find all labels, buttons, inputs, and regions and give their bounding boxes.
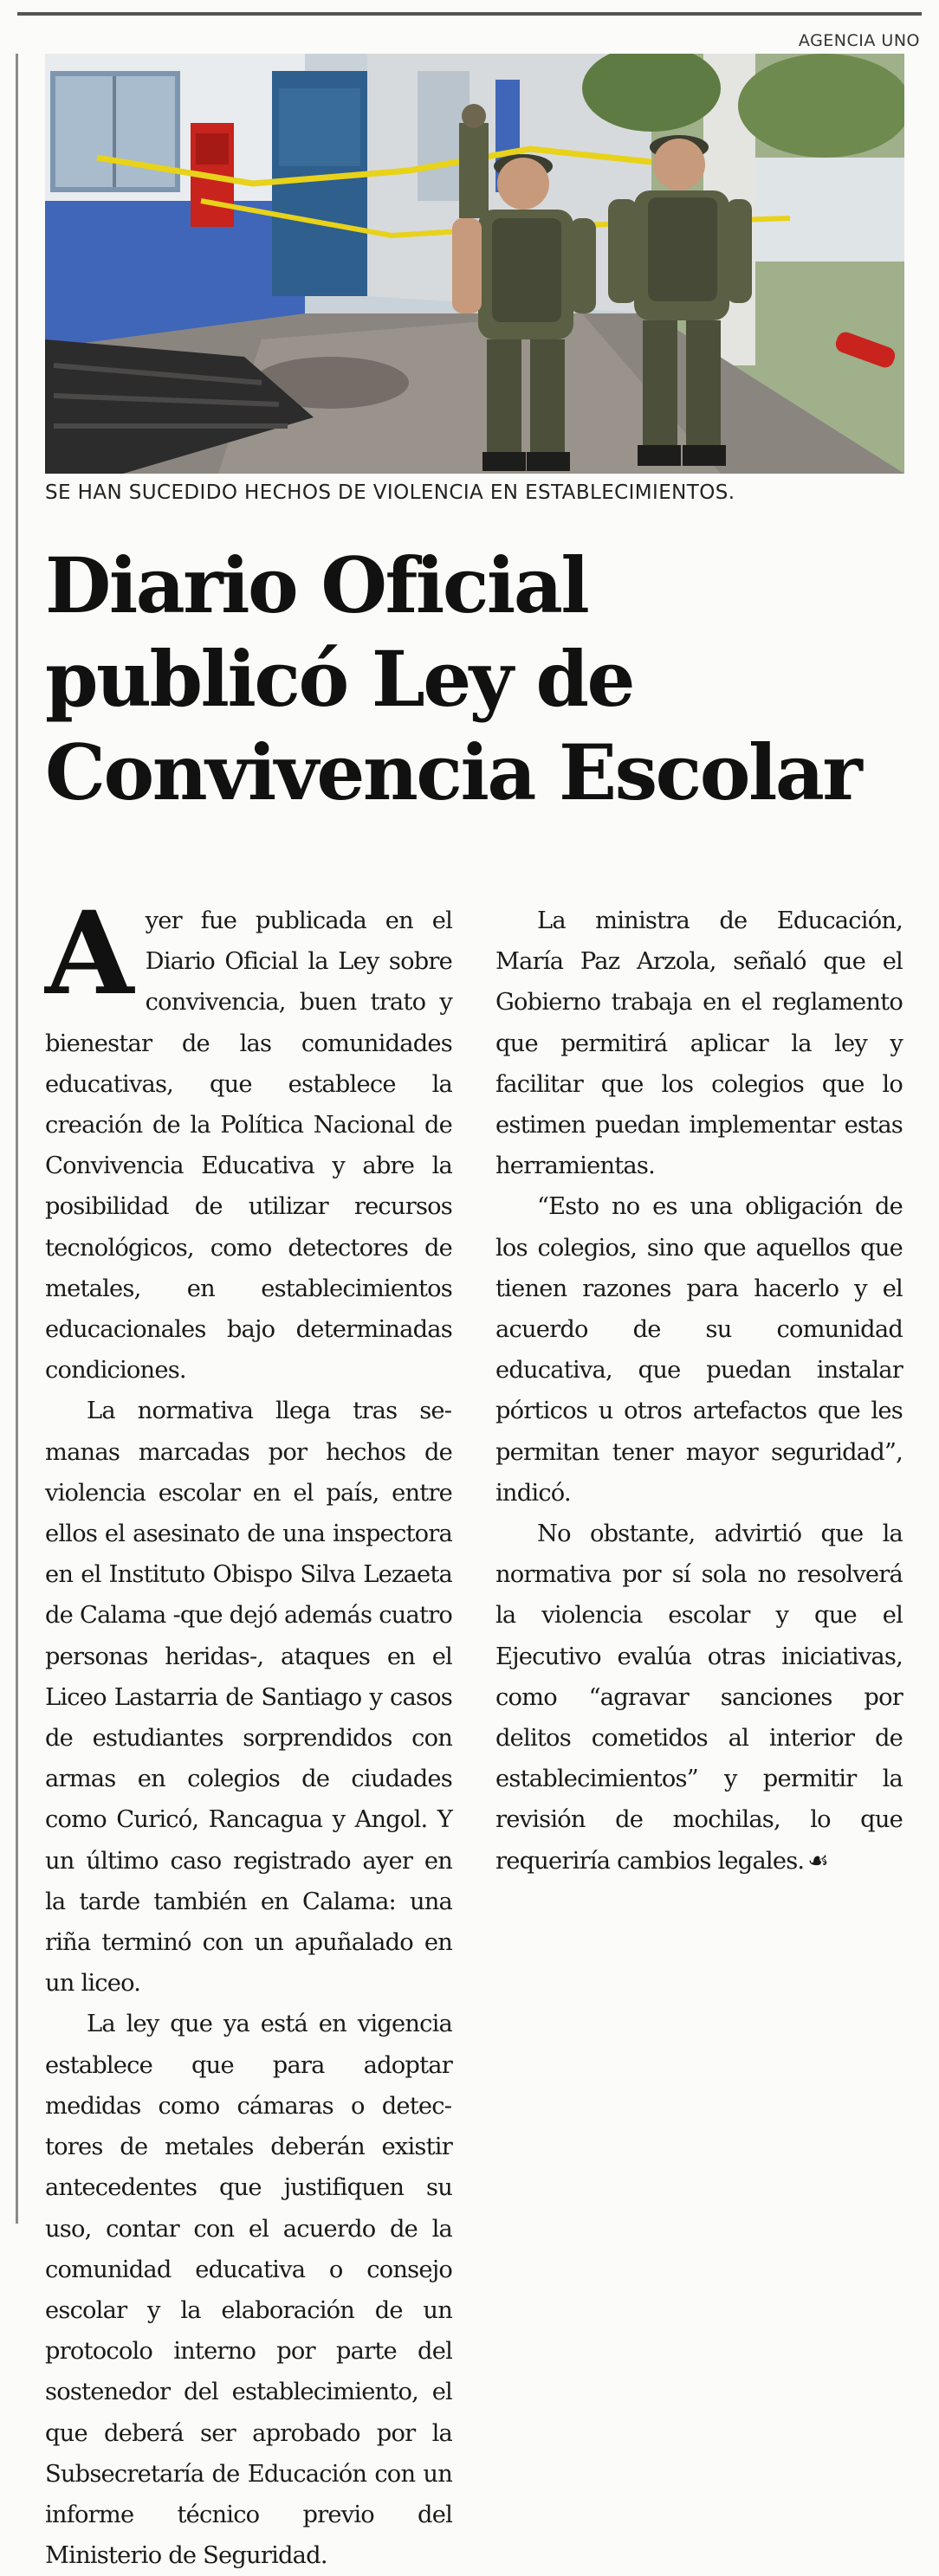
article-column-right <box>495 901 903 1882</box>
headline-line: Convivencia Escolar <box>45 727 861 817</box>
paragraph: La normativa llega tras semanas marcadas por hechos de violencia escolar en el país, entre ellos el asesinato de una inspectora en el Instituto Obispo Silva Lezaeta de Calama -que dejó además cuatro personas heridas-, ataques en el Liceo Lastarria de Santiago y casos de estudiantes sorprendidos con armas en colegios de ciudades como Curicó, Rancagua y Angol. Y un último caso registrado ayer en la tarde también en Calama: una riña terminó con un apuñalado en un liceo. <box>45 1398 452 1998</box>
photo-caption: SE HAN SUCEDIDO HECHOS DE VIOLENCIA EN ESTABLECIMIENTOS. <box>45 481 735 504</box>
headline-line: Diario Oficial <box>45 540 588 630</box>
paragraph: “Esto no es una obligación de los colegios, sino que aquellos que tienen razones para hacerlo y el acuerdo de su comunidad educativa, que puedan instalar pórticos u otros artefactos que les permitan tener mayor seguridad”, indicó. <box>495 1193 903 1507</box>
end-of-article-icon: ☙ <box>807 1847 828 1875</box>
drop-cap: A <box>45 887 133 1021</box>
paragraph: La ley que ya está en vigencia establece que para adoptar medidas como cámaras o detectores de metales deberán existir antecedentes que justifiquen su uso, contar con el acuerdo de la comunidad educativa o consejo escolar y la elaboración de un protocolo interno por parte del sostenedor del establecimiento, el que deberá ser aprobado por la Subsecretaría de Educación con un informe técnico previo del Ministerio de Seguridad. <box>45 2011 452 2570</box>
article-column-left <box>45 887 452 2576</box>
paragraph <box>495 1514 903 1882</box>
paragraph: La ministra de Educación, María Paz Arzola, señaló que el Gobierno trabaja en el reglamento que permitirá aplicar la ley y facilitar que los colegios que lo estimen puedan implementar estas herramientas. <box>495 907 903 1180</box>
paragraph: yer fue publicada en el Diario Oficial la Ley sobre convivencia, buen trato y bienestar de las comunidades educativas, que establece la creación de la Política Nacional de Convivencia Educativa y abre la posibilidad de utilizar recursos tecnológicos, como detectores de metales, en establecimientos educacionales bajo determinadas condiciones. <box>45 907 452 1385</box>
paragraph-text: No obstante, advirtió que la normativa por sí sola no resolverá la violencia escolar y que el Ejecutivo evalúa otras iniciativas, como “agravar sanciones por delitos cometidos al interior de establecimientos” y permitir la revisión de mochilas, lo que requeriría cambios legales. <box>495 1520 903 1875</box>
headline-line: publicó Ley de <box>45 634 633 724</box>
photo-credit: AGENCIA UNO <box>798 31 920 50</box>
left-column-rule <box>16 54 18 2224</box>
headline <box>45 539 911 819</box>
top-rule <box>17 12 922 16</box>
news-photo <box>45 54 904 474</box>
school-security-scene <box>45 54 904 474</box>
